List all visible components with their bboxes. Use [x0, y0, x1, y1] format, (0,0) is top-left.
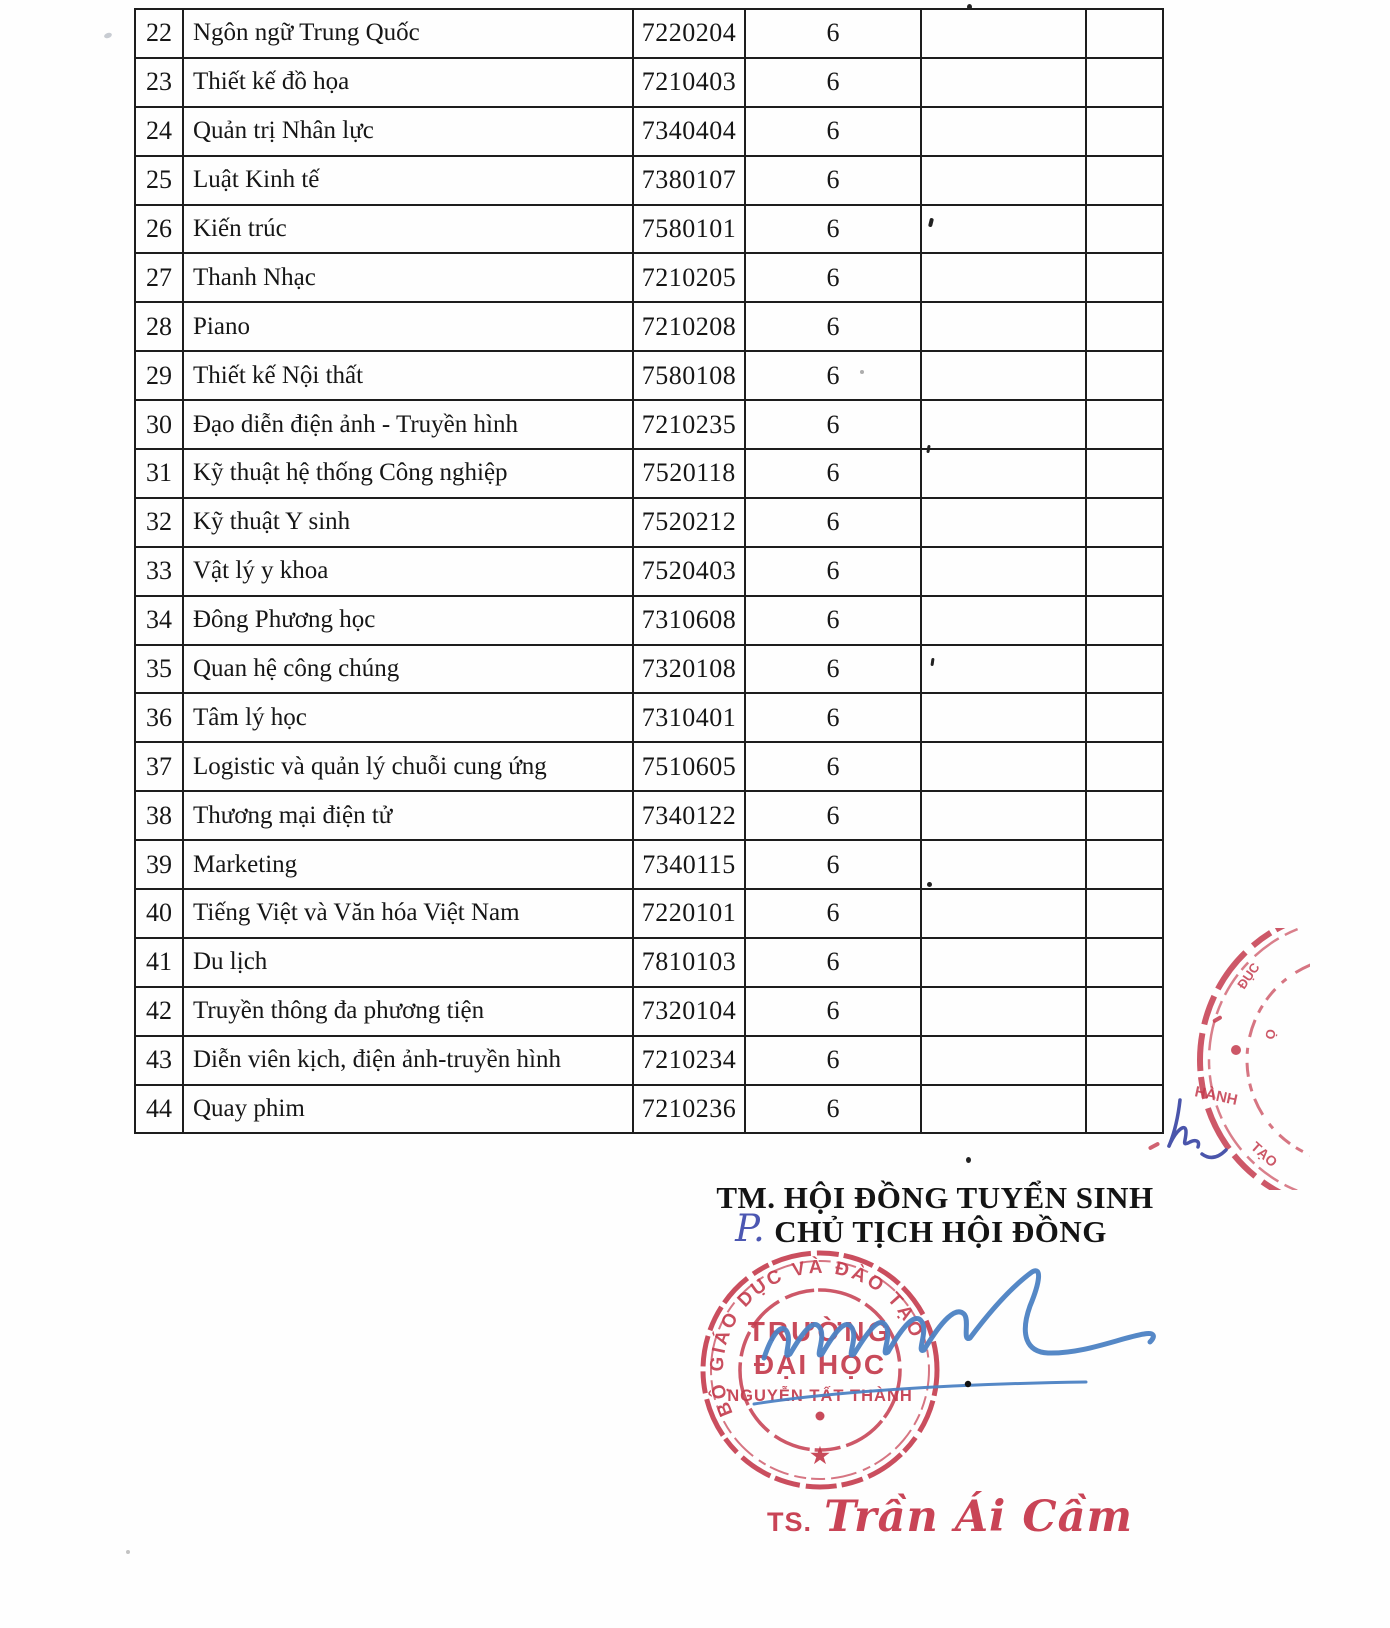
signer-name: Trần Ái Cầm — [824, 1492, 1133, 1542]
cell-empty-1 — [921, 302, 1086, 351]
cell-code: 7340404 — [633, 107, 745, 156]
table-row — [135, 1036, 1163, 1085]
cell-quota: 6 — [745, 547, 921, 596]
cell-code: 7340122 — [633, 791, 745, 840]
signature-ink — [740, 1258, 1220, 1428]
cell-major: Tiếng Việt và Văn hóa Việt Nam — [183, 889, 633, 938]
cell-major: Thương mại điện tử — [183, 791, 633, 840]
cell-major: Quản trị Nhân lực — [183, 107, 633, 156]
cell-major: Ngôn ngữ Trung Quốc — [183, 9, 633, 58]
cell-quota: 6 — [745, 107, 921, 156]
cell-empty-1 — [921, 791, 1086, 840]
cell-empty-2 — [1086, 840, 1163, 889]
cell-empty-2 — [1086, 449, 1163, 498]
cell-code: 7210208 — [633, 302, 745, 351]
table-row — [135, 645, 1163, 694]
cell-stt: 32 — [135, 498, 183, 547]
cell-major: Vật lý y khoa — [183, 547, 633, 596]
cell-major: Thiết kế đồ họa — [183, 58, 633, 107]
cell-stt: 42 — [135, 987, 183, 1036]
cell-major: Đạo diễn điện ảnh - Truyền hình — [183, 400, 633, 449]
cell-quota: 6 — [745, 58, 921, 107]
cell-code: 7520118 — [633, 449, 745, 498]
cell-major: Quay phim — [183, 1085, 633, 1134]
cell-empty-2 — [1086, 302, 1163, 351]
cell-empty-1 — [921, 449, 1086, 498]
cell-empty-2 — [1086, 58, 1163, 107]
cell-stt: 44 — [135, 1085, 183, 1134]
table-row — [135, 742, 1163, 791]
cell-empty-1 — [921, 205, 1086, 254]
cell-code: 7210205 — [633, 253, 745, 302]
cell-empty-2 — [1086, 889, 1163, 938]
cell-stt: 29 — [135, 351, 183, 400]
table-row — [135, 156, 1163, 205]
table-row — [135, 938, 1163, 987]
cell-code: 7380107 — [633, 156, 745, 205]
cell-empty-1 — [921, 645, 1086, 694]
cell-code: 7520403 — [633, 547, 745, 596]
signer-name-line — [767, 1492, 1133, 1542]
cell-major: Đông Phương học — [183, 596, 633, 645]
cell-empty-1 — [921, 58, 1086, 107]
cell-major: Kỹ thuật hệ thống Công nghiệp — [183, 449, 633, 498]
cell-quota: 6 — [745, 1085, 921, 1134]
cell-stt: 41 — [135, 938, 183, 987]
scan-speck — [966, 1157, 971, 1163]
signer-title: TS. — [767, 1507, 813, 1537]
cell-empty-2 — [1086, 9, 1163, 58]
cell-code: 7320104 — [633, 987, 745, 1036]
cell-quota: 6 — [745, 498, 921, 547]
table-row — [135, 449, 1163, 498]
cell-major: Thiết kế Nội thất — [183, 351, 633, 400]
cell-empty-2 — [1086, 498, 1163, 547]
cell-quota: 6 — [745, 1036, 921, 1085]
cell-empty-2 — [1086, 987, 1163, 1036]
cell-code: 7210403 — [633, 58, 745, 107]
cell-empty-2 — [1086, 791, 1163, 840]
scan-speck — [927, 882, 932, 887]
cell-stt: 26 — [135, 205, 183, 254]
cell-empty-2 — [1086, 938, 1163, 987]
table-row — [135, 205, 1163, 254]
table-row — [135, 791, 1163, 840]
scan-speck — [126, 1550, 130, 1554]
cell-quota: 6 — [745, 156, 921, 205]
cell-empty-1 — [921, 840, 1086, 889]
cell-stt: 35 — [135, 645, 183, 694]
cell-code: 7580108 — [633, 351, 745, 400]
table-row — [135, 1085, 1163, 1134]
cell-quota: 6 — [745, 400, 921, 449]
cell-code: 7580101 — [633, 205, 745, 254]
cell-major: Logistic và quản lý chuỗi cung ứng — [183, 742, 633, 791]
cell-code: 7520212 — [633, 498, 745, 547]
cell-empty-2 — [1086, 596, 1163, 645]
cell-quota: 6 — [745, 302, 921, 351]
cell-empty-1 — [921, 547, 1086, 596]
stamp-star-icon: ★ — [810, 1443, 830, 1468]
cell-stt: 25 — [135, 156, 183, 205]
scan-speck — [103, 32, 112, 39]
cell-empty-2 — [1086, 742, 1163, 791]
cell-major: Diễn viên kịch, điện ảnh-truyền hình — [183, 1036, 633, 1085]
cell-quota: 6 — [745, 938, 921, 987]
cell-empty-1 — [921, 498, 1086, 547]
cell-stt: 27 — [135, 253, 183, 302]
committee-heading: TM. HỘI ĐỒNG TUYỂN SINH — [716, 1180, 1154, 1215]
cell-major: Marketing — [183, 840, 633, 889]
cell-empty-1 — [921, 889, 1086, 938]
cell-major: Truyền thông đa phương tiện — [183, 987, 633, 1036]
table-row — [135, 58, 1163, 107]
scan-speck — [860, 370, 864, 374]
cell-empty-2 — [1086, 156, 1163, 205]
table-row — [135, 840, 1163, 889]
stamp-ring-text: BỘ GIÁO DỤC VÀ ĐÀO TẠO — [706, 1256, 928, 1420]
cell-major: Kỹ thuật Y sinh — [183, 498, 633, 547]
table-row — [135, 400, 1163, 449]
cell-stt: 22 — [135, 9, 183, 58]
cell-empty-1 — [921, 1085, 1086, 1134]
scan-speck — [967, 4, 972, 10]
cell-quota: 6 — [745, 351, 921, 400]
cell-quota: 6 — [745, 596, 921, 645]
cell-quota: 6 — [745, 889, 921, 938]
cell-quota: 6 — [745, 205, 921, 254]
cell-empty-2 — [1086, 693, 1163, 742]
cell-code: 7220101 — [633, 889, 745, 938]
cell-empty-2 — [1086, 253, 1163, 302]
cell-major: Thanh Nhạc — [183, 253, 633, 302]
cell-stt: 30 — [135, 400, 183, 449]
stamp-line3: NGUYỄN TẤT THÀNH — [727, 1387, 913, 1405]
cell-stt: 37 — [135, 742, 183, 791]
cell-empty-1 — [921, 1036, 1086, 1085]
cell-quota: 6 — [745, 9, 921, 58]
table-row — [135, 498, 1163, 547]
cell-empty-1 — [921, 742, 1086, 791]
cell-major: Kiến trúc — [183, 205, 633, 254]
table-row — [135, 987, 1163, 1036]
partial-stamp — [1158, 928, 1310, 1190]
table-row — [135, 889, 1163, 938]
majors-table — [134, 8, 1164, 1134]
cell-code: 7340115 — [633, 840, 745, 889]
cell-quota: 6 — [745, 791, 921, 840]
cell-empty-1 — [921, 156, 1086, 205]
cell-quota: 6 — [745, 645, 921, 694]
handwritten-p-mark: P. — [735, 1207, 766, 1250]
partial-stamp-fragment: TẠO — [1247, 1138, 1281, 1171]
stamp-line1: TRƯỜNG — [747, 1316, 893, 1347]
cell-major: Luật Kinh tế — [183, 156, 633, 205]
cell-empty-1 — [921, 693, 1086, 742]
cell-empty-2 — [1086, 107, 1163, 156]
table-row — [135, 253, 1163, 302]
cell-major: Quan hệ công chúng — [183, 645, 633, 694]
table-row — [135, 9, 1163, 58]
table-row — [135, 547, 1163, 596]
cell-stt: 34 — [135, 596, 183, 645]
cell-stt: 36 — [135, 693, 183, 742]
cell-stt: 38 — [135, 791, 183, 840]
cell-code: 7210234 — [633, 1036, 745, 1085]
table-row — [135, 107, 1163, 156]
cell-empty-2 — [1086, 1085, 1163, 1134]
table-row — [135, 351, 1163, 400]
cell-code: 7810103 — [633, 938, 745, 987]
majors-table-body — [135, 9, 1163, 1133]
cell-quota: 6 — [745, 693, 921, 742]
cell-major: Piano — [183, 302, 633, 351]
partial-stamp-fragment: Ọ — [1262, 1027, 1279, 1041]
cell-major: Tâm lý học — [183, 693, 633, 742]
cell-empty-1 — [921, 987, 1086, 1036]
cell-stt: 28 — [135, 302, 183, 351]
cell-stt: 23 — [135, 58, 183, 107]
cell-empty-1 — [921, 596, 1086, 645]
table-row — [135, 693, 1163, 742]
cell-empty-2 — [1086, 547, 1163, 596]
cell-empty-1 — [921, 938, 1086, 987]
cell-code: 7510605 — [633, 742, 745, 791]
cell-quota: 6 — [745, 987, 921, 1036]
cell-empty-1 — [921, 9, 1086, 58]
cell-empty-1 — [921, 107, 1086, 156]
cell-stt: 43 — [135, 1036, 183, 1085]
cell-code: 7210236 — [633, 1085, 745, 1134]
cell-stt: 33 — [135, 547, 183, 596]
cell-code: 7220204 — [633, 9, 745, 58]
cell-stt: 31 — [135, 449, 183, 498]
table-row — [135, 596, 1163, 645]
cell-empty-1 — [921, 400, 1086, 449]
stamp-line2: ĐẠI HỌC — [753, 1349, 887, 1380]
cell-code: 7210235 — [633, 400, 745, 449]
cell-quota: 6 — [745, 840, 921, 889]
partial-stamp-fragment: ĐỤC — [1234, 960, 1263, 992]
cell-empty-1 — [921, 351, 1086, 400]
cell-major: Du lịch — [183, 938, 633, 987]
cell-quota: 6 — [745, 253, 921, 302]
cell-empty-2 — [1086, 1036, 1163, 1085]
cell-code: 7320108 — [633, 645, 745, 694]
cell-stt: 24 — [135, 107, 183, 156]
cell-empty-2 — [1086, 400, 1163, 449]
cell-code: 7310401 — [633, 693, 745, 742]
cell-empty-2 — [1086, 205, 1163, 254]
cell-stt: 39 — [135, 840, 183, 889]
cell-quota: 6 — [745, 449, 921, 498]
cell-stt: 40 — [135, 889, 183, 938]
partial-stamp-fragment: HÀNH — [1193, 1083, 1240, 1109]
cell-quota: 6 — [745, 742, 921, 791]
table-row — [135, 302, 1163, 351]
cell-empty-1 — [921, 253, 1086, 302]
cell-code: 7310608 — [633, 596, 745, 645]
cell-empty-2 — [1086, 351, 1163, 400]
chairman-heading-text: CHỦ TỊCH HỘI ĐỒNG — [774, 1214, 1107, 1249]
cell-empty-2 — [1086, 645, 1163, 694]
